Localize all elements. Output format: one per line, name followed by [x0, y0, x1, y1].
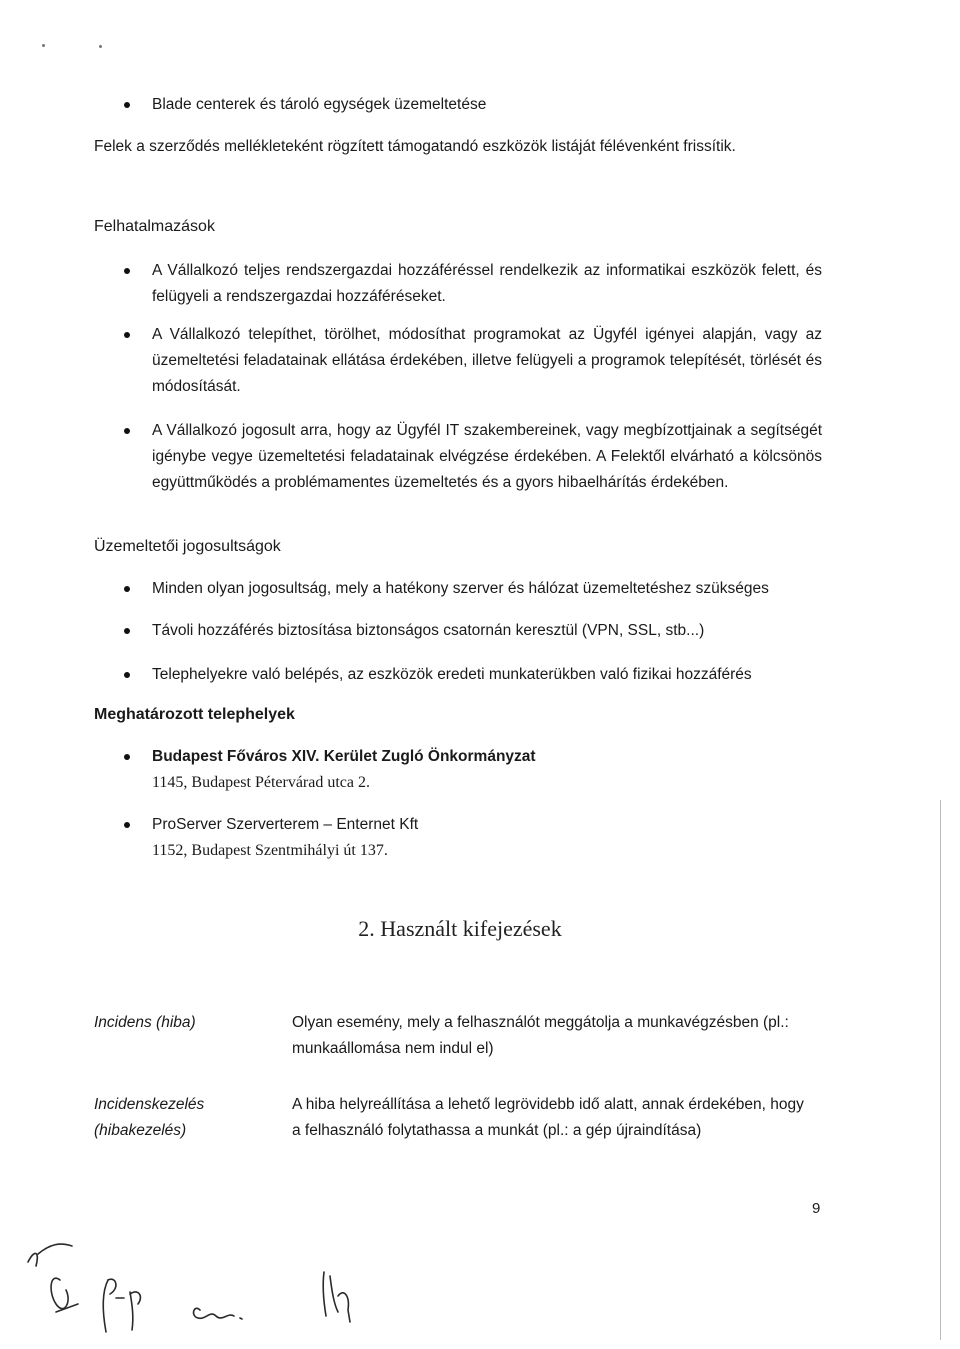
bullet-dot: [124, 628, 130, 634]
scan-speck: [42, 44, 45, 47]
bullet-dot: [124, 102, 130, 108]
term: Incidens (hiba): [94, 1014, 196, 1031]
term: Incidenskezelés: [94, 1096, 205, 1113]
section-heading: Meghatározott telephelyek: [94, 706, 295, 723]
site-address: 1152, Budapest Szentmihályi út 137.: [152, 842, 388, 859]
list-item: Telephelyekre való belépés, az eszközök eredeti munkaterükben való fizikai hozzáférés: [152, 666, 752, 683]
definition: Olyan esemény, mely a felhasználót meggátolja a munkavégzésben (pl.: munkaállomása nem indul el): [292, 1014, 789, 1057]
site-name: Budapest Főváros XIV. Kerület Zugló Önkormányzat: [152, 748, 536, 765]
section-heading: Üzemeltetői jogosultságok: [94, 538, 281, 555]
bullet-dot: [124, 268, 130, 274]
scan-edge-line: [940, 800, 941, 1340]
bullet-dot: [124, 428, 130, 434]
bullet-dot: [124, 332, 130, 338]
site-address: 1145, Budapest Pétervárad utca 2.: [152, 774, 371, 791]
list-item: A Vállalkozó jogosult arra, hogy az Ügyfél IT szakembereinek, vagy megbízottjainak a segítségét igénybe vegye üzemeltetési feladatainak elvégzése érdekében. A Felektől elvárható a kölcsönös együttműködés a problémamentes üzemeltetés és a gyors hibaelhárítás érdekében.: [152, 422, 822, 491]
paragraph: Felek a szerződés mellékleteként rögzített támogatandó eszközök listáját félévenként frissítik.: [94, 138, 736, 155]
list-item: A Vállalkozó teljes rendszergazdai hozzáféréssel rendelkezik az informatikai eszközök felett, és felügyeli a rendszergazdai hozzáféréseket.: [152, 262, 822, 305]
definition: A hiba helyreállítása a lehető legrövidebb idő alatt, annak érdekében, hogy a felhasználó folytathassa a munkát (pl.: a gép újraindítása): [292, 1096, 804, 1139]
page-number: 9: [812, 1200, 821, 1217]
bullet-dot: [124, 822, 130, 828]
bullet-dot: [124, 754, 130, 760]
site-name: ProServer Szerverterem – Enternet Kft: [152, 816, 419, 833]
list-item: A Vállalkozó telepíthet, törölhet, módosíthat programokat az Ügyfél igényei alapján, vagy az üzemeltetési feladatainak ellátása érdekében, illetve felügyeli a programok telepítését, törlését és módosítását.: [152, 326, 822, 395]
handwritten-initials: [20, 1232, 380, 1342]
bullet-dot: [124, 586, 130, 592]
term: (hibakezelés): [94, 1122, 187, 1139]
section-heading: Felhatalmazások: [94, 218, 215, 235]
bullet-dot: [124, 672, 130, 678]
list-item: Blade centerek és tároló egységek üzemeltetése: [152, 96, 487, 113]
list-item: Távoli hozzáférés biztosítása biztonságos csatornán keresztül (VPN, SSL, stb...): [152, 622, 705, 639]
scan-speck: [99, 45, 102, 48]
section-title: 2. Használt kifejezések: [358, 916, 562, 941]
list-item: Minden olyan jogosultság, mely a hatékony szerver és hálózat üzemeltetéshez szükséges: [152, 580, 769, 597]
